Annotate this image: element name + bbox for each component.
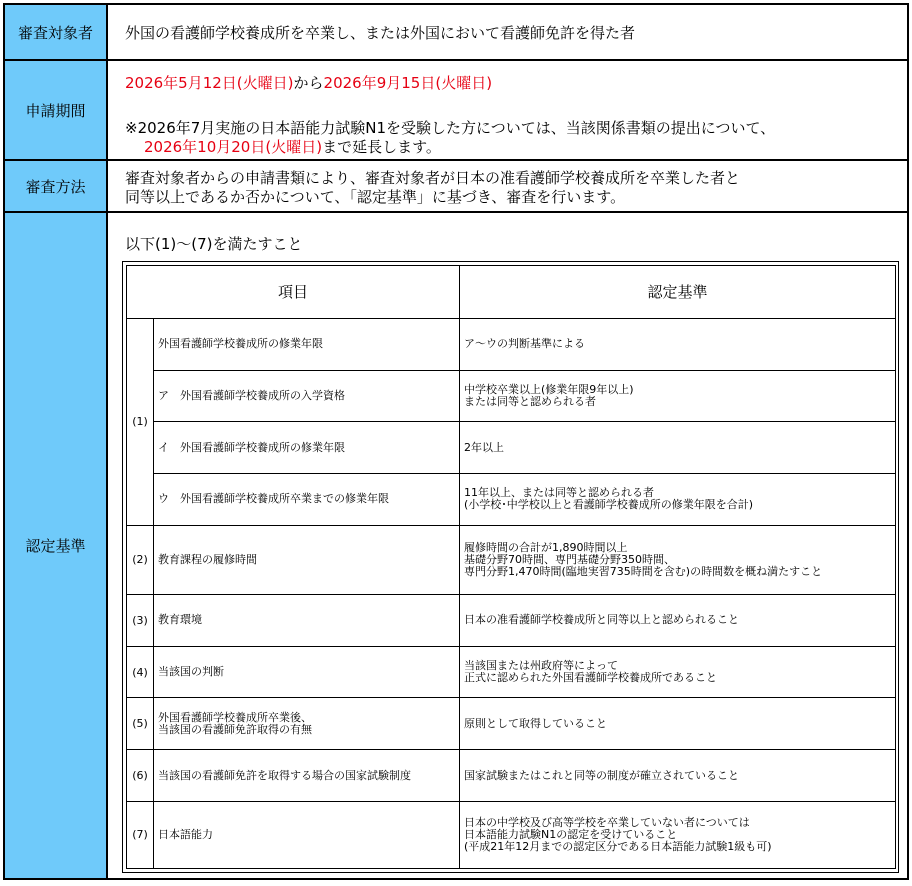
- standard-text: 日本の中学校及び高等学校を卒業していない者については 日本語能力試験N1の認定を受けていること (平成21年12月までの認定区分である日本語能力試験1級も可): [464, 815, 772, 853]
- item-text: 教育課程の履修時間: [158, 552, 257, 566]
- label-method: 審査方法: [5, 161, 108, 211]
- table-row: [127, 318, 896, 370]
- period-note-line1: ※2026年7月実施の日本語能力試験N1を受験した方については、当該関係書類の提出について、: [125, 119, 776, 137]
- table-row: [127, 474, 896, 526]
- row-standard: [460, 698, 896, 750]
- row-num: (3): [127, 594, 154, 646]
- table-row: [127, 370, 896, 422]
- row-item: [154, 474, 460, 526]
- period-note-line2: [144, 136, 441, 157]
- item-text: 教育環境: [158, 613, 202, 627]
- criteria-table: [126, 265, 896, 869]
- row-standard: [460, 801, 896, 868]
- item-text: イ 外国看護師学校養成所の修業年限: [158, 440, 345, 454]
- row-standard: [460, 646, 896, 698]
- period-connector: から: [293, 74, 324, 92]
- row-target: [5, 5, 907, 61]
- table-row: [127, 594, 896, 646]
- row-standard: [460, 525, 896, 594]
- row-item: [154, 698, 460, 750]
- row-item: [154, 646, 460, 698]
- period-dates: [125, 72, 492, 93]
- row-standard: [460, 594, 896, 646]
- row-num: (2): [127, 525, 154, 594]
- table-row: [127, 698, 896, 750]
- method-line1: 審査対象者からの申請書類により、審査対象者が日本の准看護師学校養成所を卒業した者と: [125, 169, 741, 187]
- row-num: (6): [127, 750, 154, 802]
- table-row: [127, 422, 896, 474]
- table-row: [127, 525, 896, 594]
- standard-text: 2年以上: [464, 440, 505, 454]
- standard-text: 11年以上、または同等と認められる者 (小学校･中学校以上と看護師学校養成所の修業年限を合計): [464, 486, 754, 512]
- row-standard: [460, 474, 896, 526]
- row-standard: [460, 422, 896, 474]
- row-standard: [460, 370, 896, 422]
- content-period: [108, 61, 907, 159]
- standard-text: 中学校卒業以上(修業年限9年以上) または同等と認められる者: [464, 382, 634, 408]
- criteria-header-row: [127, 266, 896, 319]
- row-criteria: [5, 213, 907, 878]
- label-period: 申請期間: [5, 61, 108, 159]
- table-row: [127, 801, 896, 868]
- content-method: [108, 161, 907, 211]
- standard-text: 当該国または州政府等によって 正式に認められた外国看護師学校養成所であること: [464, 659, 718, 684]
- row-num: (1): [127, 318, 154, 525]
- row-standard: [460, 318, 896, 370]
- standard-text: 原則として取得していること: [464, 716, 608, 730]
- period-note-suffix: まで延長します。: [322, 138, 441, 156]
- content-criteria: [108, 213, 907, 878]
- item-text: 当該国の看護師免許を取得する場合の国家試験制度: [158, 768, 411, 782]
- info-table: [3, 3, 909, 880]
- item-text: 当該国の判断: [158, 665, 224, 678]
- row-standard: [460, 750, 896, 802]
- item-text: ア 外国看護師学校養成所の入学資格: [158, 388, 345, 402]
- row-num: (4): [127, 646, 154, 698]
- row-item: [154, 525, 460, 594]
- standard-text: 日本の准看護師学校養成所と同等以上と認められること: [464, 613, 740, 627]
- row-num: (5): [127, 698, 154, 750]
- row-period: [5, 61, 907, 161]
- row-item: [154, 801, 460, 868]
- period-end: 2026年9月15日(火曜日): [323, 74, 493, 92]
- row-num: (7): [127, 801, 154, 868]
- row-method: [5, 161, 907, 213]
- standard-text: 国家試験またはこれと同等の制度が確立されていること: [464, 768, 740, 782]
- row-item: [154, 370, 460, 422]
- label-target: 審査対象者: [5, 5, 108, 59]
- content-target: [108, 5, 907, 59]
- table-row: [127, 646, 896, 698]
- criteria-table-frame: [122, 261, 899, 873]
- target-text: 外国の看護師学校養成所を卒業し、または外国において看護師免許を得た者: [125, 24, 636, 42]
- criteria-intro: 以下(1)～(7)を満たすこと: [125, 235, 303, 253]
- row-item: [154, 594, 460, 646]
- row-item: [154, 422, 460, 474]
- row-item: [154, 318, 460, 370]
- header-standard: 認定基準: [460, 266, 896, 319]
- item-text: 外国看護師学校養成所卒業後、 当該国の看護師免許取得の有無: [158, 710, 312, 736]
- standard-text: ア～ウの判断基準による: [464, 337, 586, 351]
- item-text: 外国看護師学校養成所の修業年限: [158, 337, 323, 351]
- table-row: [127, 750, 896, 802]
- item-text: 日本語能力: [158, 827, 213, 841]
- period-note-date: 2026年10月20日(火曜日): [144, 138, 323, 156]
- period-start: 2026年5月12日(火曜日): [125, 74, 294, 92]
- standard-text: 履修時間の合計が1,890時間以上 基礎分野70時間、専門基礎分野350時間、 専門分野1,470時間(臨地実習735時間を含む)の時間数を概ね満たすこと: [464, 540, 823, 578]
- label-criteria: 認定基準: [5, 213, 108, 878]
- method-line2: 同等以上であるか否かについて、「認定基準」に基づき、審査を行います。: [125, 188, 626, 206]
- row-item: [154, 750, 460, 802]
- criteria-page: [3, 3, 909, 880]
- item-text: ウ 外国看護師学校養成所卒業までの修業年限: [158, 492, 389, 506]
- header-item: 項目: [127, 266, 460, 319]
